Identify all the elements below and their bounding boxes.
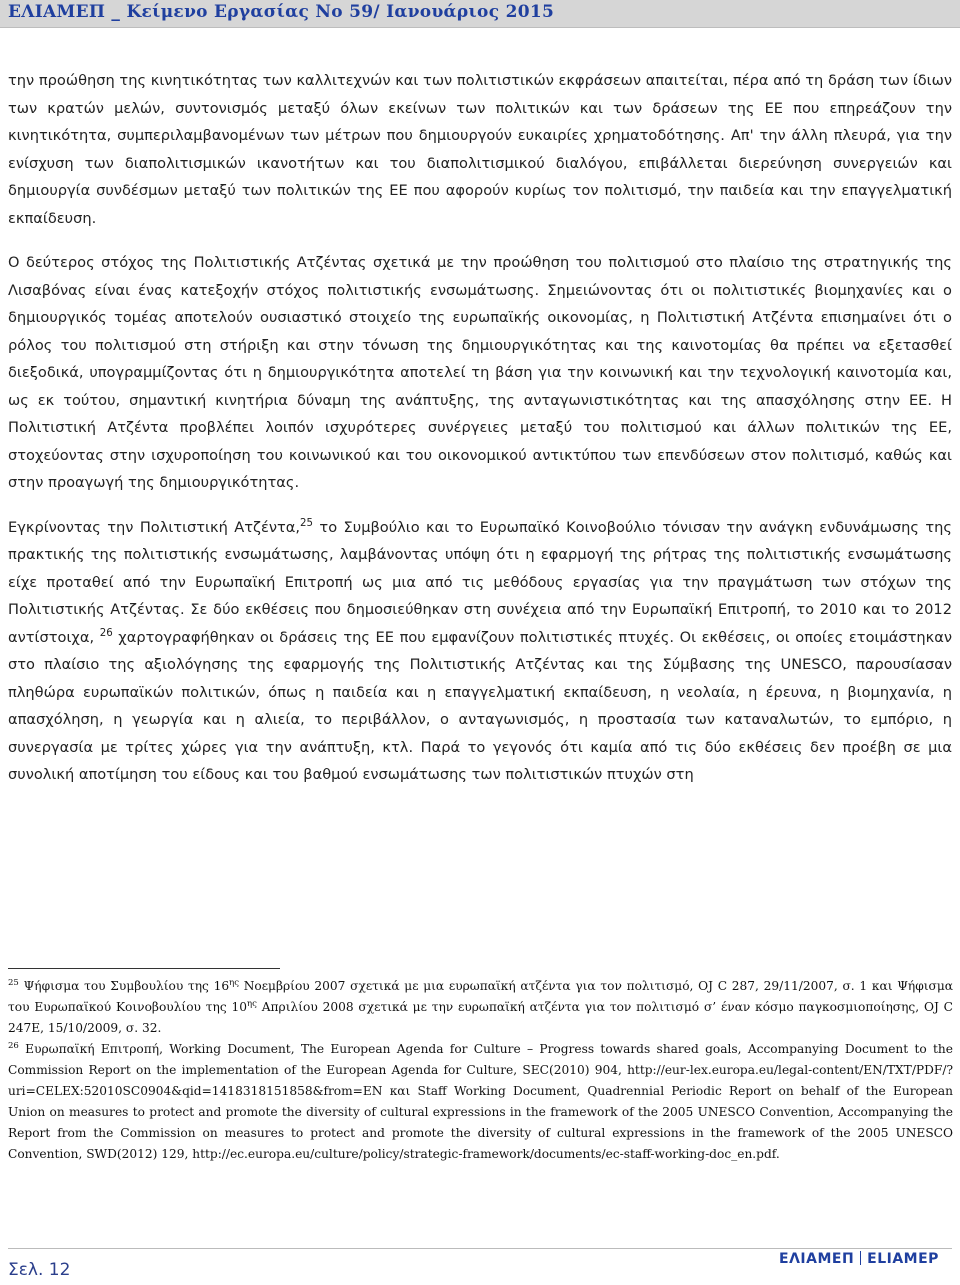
page-number: Σελ. 12 xyxy=(8,1260,71,1280)
ordinal-suffix: ης xyxy=(247,998,257,1009)
logo-greek: ΕΛΙΑΜΕΠ xyxy=(779,1251,855,1267)
logo-latin: ELIAMEP xyxy=(867,1251,939,1267)
paragraph-3 xyxy=(8,514,952,789)
footer-divider xyxy=(8,1248,952,1249)
footnote-25-part-a: Ψήφισμα του Συμβουλίου της 16 xyxy=(18,979,230,993)
footnote-separator xyxy=(8,968,280,969)
paragraph-1: την προώθηση της κινητικότητας των καλλιτεχνών και των πολιτιστικών εκφράσεων απαιτείται, πέρα από τη δράση των ίδιων των κρατών μελών, συντονισμός μεταξύ όλων εκείνων των πολιτικών και των δράσεων της ΕΕ που επηρεάζουν την κινητικότητα, συμπεριλαμβανομένων των μέτρων που δημιουργούν ευκαιρίες χρηματοδότησης. Απ' την άλλη πλευρά, για την ενίσχυση των διαπολιτισμικών ικανοτήτων και του διαπολιτισμικού διαλόγου, επιβάλλεται διερεύνηση συνεργειών και δημιουργία συνδέσμων μεταξύ των πολιτικών της ΕΕ που αφορούν κυρίως τον πολιτισμό, την παιδεία και την επαγγελματική εκπαίδευση. xyxy=(8,72,952,227)
footnote-ref-25[interactable]: 25 xyxy=(300,517,314,529)
footnote-number: 25 xyxy=(8,977,19,988)
footnote-ref-26[interactable]: 26 xyxy=(99,627,113,639)
footnote-25-part-b: Νοεμβρίου 2007 σχετικά με μια ευρωπαϊκή ατζέντα για τον πολιτισμό, OJ C 287, 29/11/2007, σ. 1 και Ψήφισμα του Ευρωπαϊκού Κοινοβουλίου της 10 xyxy=(8,979,954,1014)
footnotes xyxy=(8,976,953,1165)
footnote-25 xyxy=(8,976,953,1039)
footnote-25-part-c: Απριλίου 2008 σχετικά με την ευρωπαϊκή ατζέντα για τον πολιτισμό σ’ έναν κόσμο παγκοσμιοποίησης, OJ C 247E, 15/10/2009, σ. 32. xyxy=(8,1000,953,1035)
ordinal-suffix: ης xyxy=(229,977,239,988)
header-title: ΕΛΙΑΜΕΠ _ Κείμενο Εργασίας Νο 59/ Ιανουάριος 2015 xyxy=(8,2,555,22)
paragraph-3-part-a: Εγκρίνοντας την Πολιτιστική Ατζέντα, xyxy=(8,518,301,536)
body-text xyxy=(8,67,952,806)
page-header xyxy=(0,0,960,28)
logo-separator xyxy=(860,1251,861,1265)
footnote-26-text: Ευρωπαϊκή Επιτροπή, Working Document, The European Agenda for Culture – Progress towards shared goals, Accompanying Document to the Commission Report on the implementation of the European Agenda for Culture, SEC(2010) 904, http://eur-lex.europa.eu/legal-content/EN/TXT/PDF/?uri=CELEX:52010SC0904&qid=1418318151858&from=EN και Staff Working Document, Quadrennial Periodic Report on behalf of the European Union on measures to protect and promote the diversity of cultural expressions in the framework of the 2005 UNESCO Convention, Accompanying the Report from the Commission on measures to protect and promote the diversity of cultural expressions in the framework of the 2005 UNESCO Convention, SWD(2012) 129, http://ec.europa.eu/culture/policy/strategic-framework/documents/ec-staff-working-doc_en.pdf. xyxy=(8,1042,953,1161)
paragraph-3-part-c: χαρτογραφήθηκαν οι δράσεις της ΕΕ που εμφανίζουν πολιτιστικές πτυχές. Οι εκθέσεις, οι οποίες ετοιμάστηκαν στο πλαίσιο της αξιολόγησης της εφαρμογής της Πολιτιστικής Ατζέντας και της Σύμβασης της UNESCO, παρουσίασαν πληθώρα ευρωπαϊκών πολιτικών, όπως η παιδεία και η επαγγελματική εκπαίδευση, η νεολαία, η έρευνα, η βιομηχανία, η απασχόληση, η γεωργία και η αλιεία, το περιβάλλον, ο ανταγωνισμός, η προστασία των καταναλωτών, το εμπόριο, η συνεργασία με τρίτες χώρες για την ανάπτυξη, κτλ. Παρά το γεγονός ότι καμία από τις δύο εκθέσεις δεν προέβη σε μια συνολική αποτίμηση του είδους και του βαθμού ενσωμάτωσης των πολιτιστικών πτυχών στη xyxy=(8,628,953,783)
footnote-number: 26 xyxy=(8,1040,19,1051)
paragraph-3-part-b: το Συμβούλιο και το Ευρωπαϊκό Κοινοβούλιο τόνισαν την ανάγκη ενδυνάμωσης της πρακτικής της πολιτιστικής ενσωμάτωσης, λαμβάνοντας υπόψη ότι η εφαρμογή της ρήτρας της πολιτιστικής ενσωμάτωσης είχε προταθεί από την Ευρωπαϊκή Επιτροπή ως μια από τις μεθόδους εργασίας για την πραγμάτωση των στόχων της Πολιτιστικής Ατζέντας. Σε δύο εκθέσεις που δημοσιεύθηκαν στη συνέχεια από την Ευρωπαϊκή Επιτροπή, το 2010 και το 2012 αντίστοιχα, xyxy=(8,518,952,646)
eliamep-logo xyxy=(779,1251,939,1269)
paragraph-2: Ο δεύτερος στόχος της Πολιτιστικής Ατζέντας σχετικά με την προώθηση του πολιτισμού στο πλαίσιο της στρατηγικής της Λισαβόνας είναι ένας κατεξοχήν στόχος πολιτιστικής ενσωμάτωσης. Σημειώνοντας ότι οι πολιτιστικές βιομηχανίες και ο δημιουργικός τομέας αποτελούν ουσιαστικό στοιχείο της ευρωπαϊκής οικονομίας, η Πολιτιστική Ατζέντα επισημαίνει ότι ο ρόλος του πολιτισμού στη στήριξη και στην τόνωση της δημιουργικότητας και της καινοτομίας θα πρέπει να εξετασθεί διεξοδικά, υπογραμμίζοντας ότι η δημιουργικότητα αποτελεί τη βάση για την κοινωνική και την τεχνολογική καινοτομία και, ως εκ τούτου, σημαντική κινητήρια δύναμη της ανάπτυξης, της ανταγωνιστικότητας και της απασχόλησης στην ΕΕ. Η Πολιτιστική Ατζέντα προβλέπει λοιπόν ισχυρότερες συνέργειες μεταξύ του πολιτισμού και άλλων πολιτικών της ΕΕ, στοχεύοντας στην ισχυροποίηση του κοινωνικού και του οικονομικού αντικτύπου των επενδύσεων στον πολιτισμό, καθώς και στην προαγωγή της δημιουργικότητας. xyxy=(8,254,952,491)
footnote-26 xyxy=(8,1039,953,1165)
